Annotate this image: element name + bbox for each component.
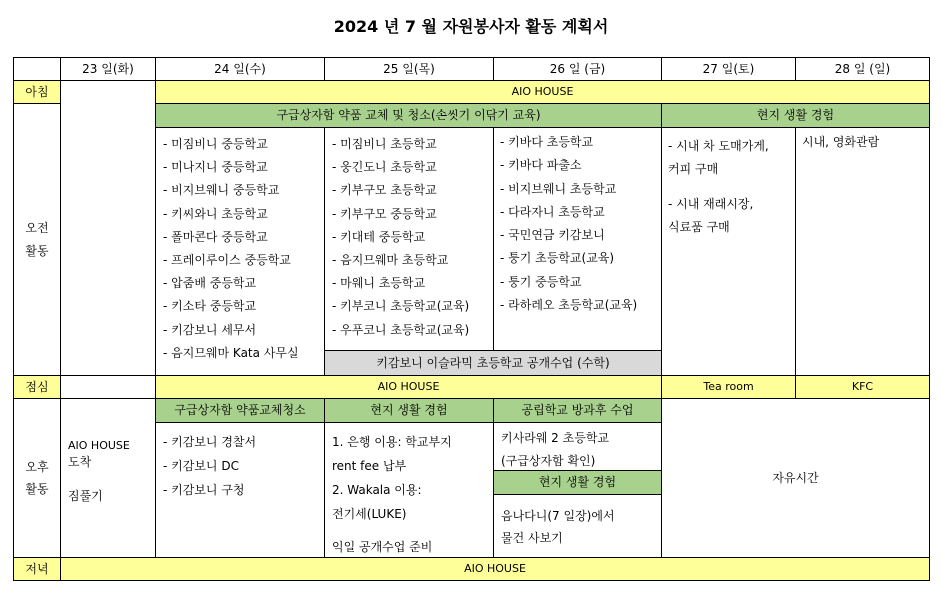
row-label-lunch: 점심 xyxy=(13,375,61,399)
pm-day26-header: 공립학교 방과후 수업 xyxy=(493,398,662,423)
plan-line: (구급상자함 확인) xyxy=(501,454,596,468)
pm-day26-local-header: 현지 생활 경험 xyxy=(493,470,662,495)
day23-lunch-blank xyxy=(60,375,156,399)
plan-line: 1. 은행 이용: 학교부지 xyxy=(332,435,452,449)
list-item: - 마웨니 초등학교 xyxy=(332,276,426,291)
am-header-main: 구급상자함 약품 교체 및 청소(손씻기 이닦기 교육) xyxy=(155,103,662,128)
plan-line: 짐풀기 xyxy=(68,489,103,503)
plan-line: AIO HOUSE xyxy=(68,439,130,452)
list-item: - 음지므웨마 Kata 사무실 xyxy=(163,345,299,360)
list-item: - 키소타 중등학교 xyxy=(163,299,257,314)
row-label-morning: 아침 xyxy=(13,80,61,104)
am-label-line-2: 활동 xyxy=(25,243,49,258)
am-list-day24 xyxy=(155,127,325,376)
plan-line: 2. Wakala 이용: xyxy=(332,483,422,497)
day-header-23: 23 일(화) xyxy=(60,57,156,81)
list-item: - 키대테 중등학교 xyxy=(332,229,426,244)
plan-line xyxy=(68,471,155,488)
pm-day24-plan xyxy=(155,422,325,558)
am-day27-plan xyxy=(661,127,796,376)
list-item: - 프레이루이스 중등학교 xyxy=(163,252,291,267)
pm-free-time: 자유시간 xyxy=(661,398,930,558)
day23-morning-blank xyxy=(60,80,156,376)
row-label-dinner: 저녁 xyxy=(13,557,61,581)
plan-line: - 시내 차 도매가게, xyxy=(668,139,769,153)
day-header-27: 27 일(토) xyxy=(661,57,796,81)
plan-line: 도착 xyxy=(68,455,92,469)
list-item: - 웅긴도니 초등학교 xyxy=(332,160,437,175)
list-item: - 우푸코니 초등학교(교육) xyxy=(332,322,470,337)
list-item: - 키감보니 경찰서 xyxy=(163,435,257,449)
list-item: - 키감보니 세무서 xyxy=(163,322,257,337)
pm-day26-plan xyxy=(493,422,662,471)
list-item: - 키바다 파출소 xyxy=(500,158,582,173)
am-header-local: 현지 생활 경험 xyxy=(661,103,930,128)
list-item: - 키부구모 초등학교 xyxy=(332,183,437,198)
list-item: - 다라자니 초등학교 xyxy=(500,204,605,219)
list-item: - 키감보니 구청 xyxy=(163,483,245,497)
plan-line xyxy=(332,526,493,535)
list-item: - 폴마콘다 중등학교 xyxy=(163,229,268,244)
list-item: - 미짐비니 초등학교 xyxy=(332,137,437,151)
day-header-24: 24 일(수) xyxy=(155,57,325,81)
plan-line: 익일 공개수업 준비 xyxy=(332,540,433,554)
plan-line: 식료품 구매 xyxy=(668,220,730,234)
day-header-28: 28 일 (일) xyxy=(795,57,930,81)
plan-line: 커피 구매 xyxy=(668,162,719,176)
list-item: - 키씨와니 초등학교 xyxy=(163,206,268,221)
plan-line: 시내, 영화관람 xyxy=(802,135,880,149)
lunch-day27: Tea room xyxy=(661,375,796,399)
pm-day25-header: 현지 생활 경험 xyxy=(324,398,494,423)
plan-line: 키사라웨 2 초등학교 xyxy=(501,431,610,445)
pm-label-line-2: 활동 xyxy=(25,482,49,496)
day-header-25: 25 일(목) xyxy=(324,57,494,81)
pm-day24-header: 구급상자함 약품교체청소 xyxy=(155,398,325,423)
lunch-main: AIO HOUSE xyxy=(155,375,662,399)
list-item: - 키부구모 중등학교 xyxy=(332,206,437,221)
pm-label-line-1: 오후 xyxy=(25,459,49,474)
list-item: - 압줌배 중등학교 xyxy=(163,276,257,291)
list-item: - 미나지니 중등학교 xyxy=(163,160,268,175)
plan-line: 음나다니(7 일장)에서 xyxy=(501,509,615,523)
plan-line: 물건 사보기 xyxy=(501,531,563,545)
day-header-26: 26 일 (금) xyxy=(493,57,662,81)
plan-line: rent fee 납부 xyxy=(332,459,407,473)
list-item: - 라하레오 초등학교(교육) xyxy=(500,298,638,313)
plan-line: - 시내 재래시장, xyxy=(668,197,754,211)
morning-place: AIO HOUSE xyxy=(155,80,930,104)
pm-day23-plan xyxy=(60,398,156,558)
am-list-day26 xyxy=(493,127,662,351)
row-label-am-activity xyxy=(13,103,61,376)
header-corner xyxy=(13,57,61,81)
list-item: - 퉁기 중등학교 xyxy=(500,274,582,289)
pm-day25-plan xyxy=(324,422,494,558)
dinner-place: AIO HOUSE xyxy=(60,557,930,581)
list-item: - 음지므웨마 초등학교 xyxy=(332,252,449,267)
pm-day26-local-plan xyxy=(493,494,662,558)
page-title: 2024 년 7 월 자원봉사자 활동 계획서 xyxy=(333,17,609,36)
list-item: - 비지브웨니 초등학교 xyxy=(500,181,617,196)
plan-line xyxy=(668,181,795,193)
list-item: - 국민연금 키감보니 xyxy=(500,228,605,243)
am-label-line-1: 오전 xyxy=(25,221,49,236)
open-class-banner: 키감보니 이슬라믹 초등학교 공개수업 (수학) xyxy=(324,350,662,376)
list-item: - 키부코니 초등학교(교육) xyxy=(332,299,470,314)
am-list-day25 xyxy=(324,127,494,351)
list-item: - 미짐비니 중등학교 xyxy=(163,137,268,151)
list-item: - 키감보니 DC xyxy=(163,459,239,473)
row-label-pm-activity xyxy=(13,398,61,558)
am-day28-plan xyxy=(795,127,930,376)
list-item: - 퉁기 초등학교(교육) xyxy=(500,251,615,266)
plan-line: 전기세(LUKE) xyxy=(332,507,407,521)
list-item: - 비지브웨니 중등학교 xyxy=(163,183,280,198)
lunch-day28: KFC xyxy=(795,375,930,399)
list-item: - 키바다 초등학교 xyxy=(500,135,594,149)
